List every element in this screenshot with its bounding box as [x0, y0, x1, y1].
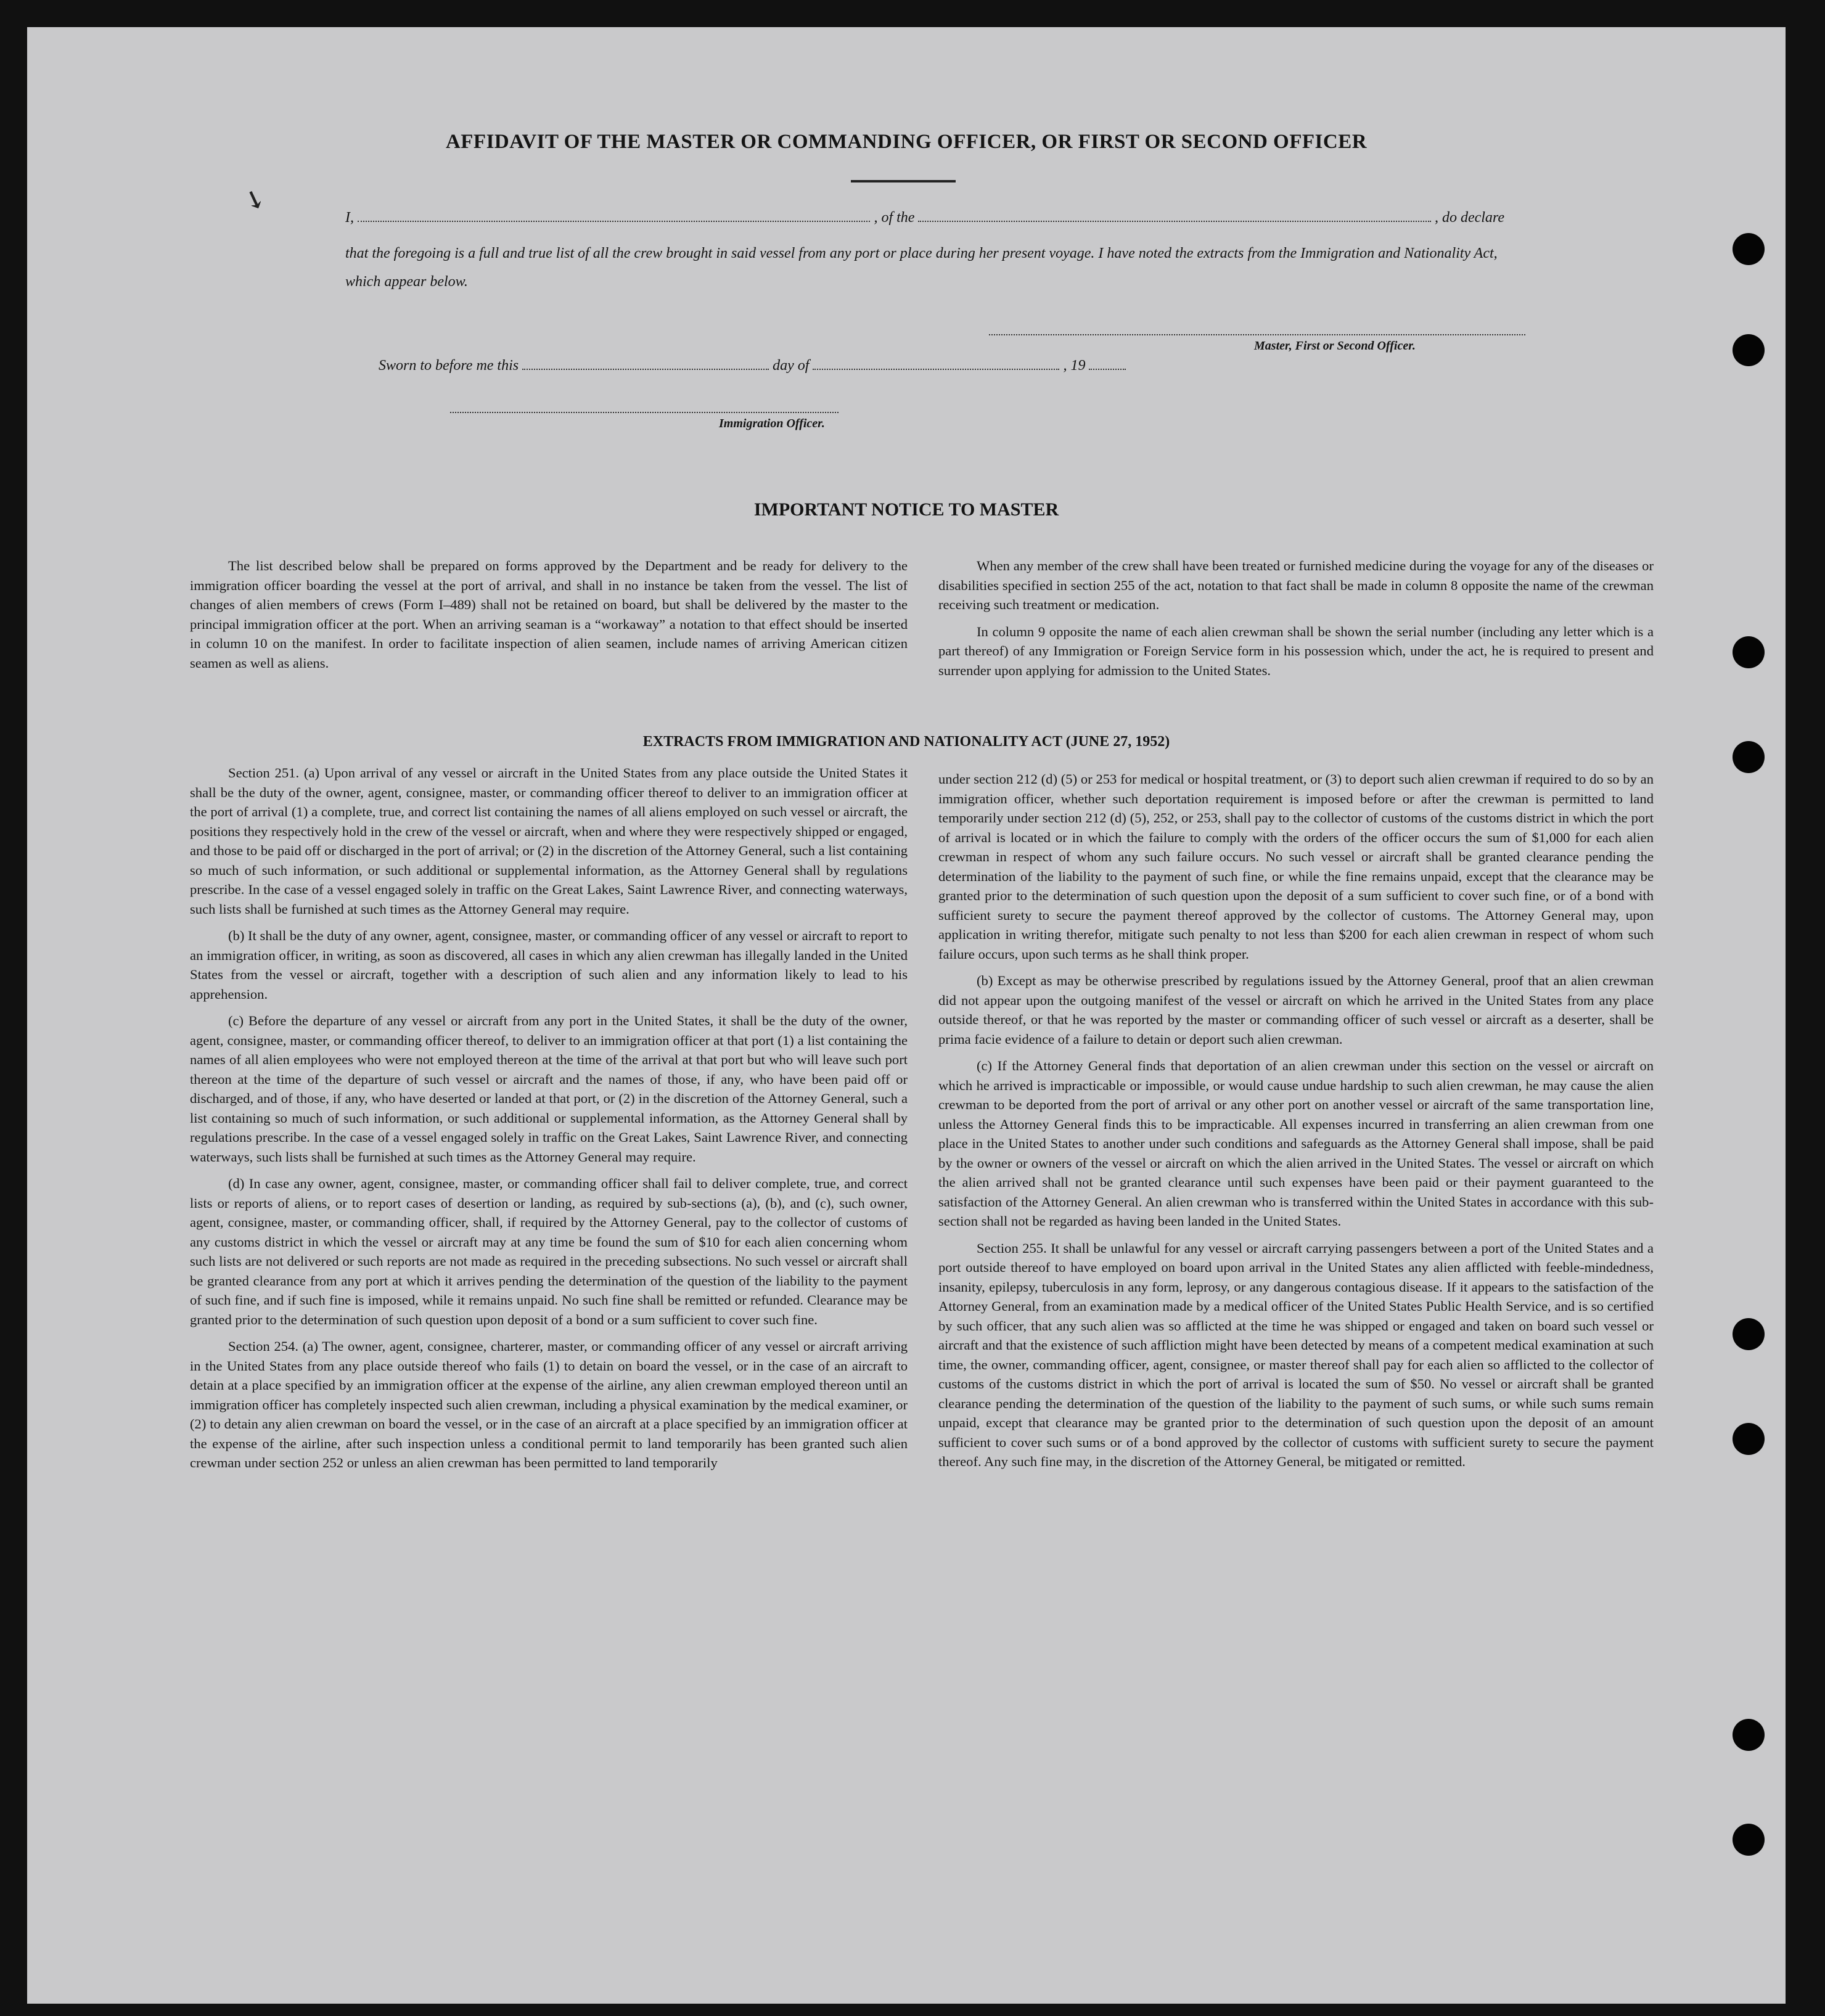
vessel-blank[interactable]	[918, 210, 1430, 222]
extract-paragraph: Section 254. (a) The owner, agent, consignee, charterer, master, or commanding officer of any vessel or aircraft arriving in the United States from any place outside thereof who fails (1) to detain on board the vessel, or in the case of an aircraft to detain at a place specified by an immigration officer at the expense of the airline, any alien crewman employed thereon until an immigration officer has completely inspected such alien crewman, including a physical examination by the medical examiner, or (2) to detain any alien crewman on board the vessel, or in the case of an aircraft at a place specified by an immigration officer at the expense of the airline, after such inspection unless a conditional permit to land temporarily has been granted such alien crewman under section 252 or unless an alien crewman has been permitted to land temporarily	[190, 1338, 908, 1470]
name-blank[interactable]	[358, 210, 870, 222]
sworn-month-blank[interactable]	[813, 358, 1059, 370]
notice-title: IMPORTANT NOTICE TO MASTER	[753, 499, 1059, 520]
binder-hole	[1733, 334, 1765, 366]
master-signature-label: Master, First or Second Officer.	[1254, 339, 1416, 353]
extract-paragraph: (c) If the Attorney General finds that deportation of an alien crewman under this section on the vessel or aircraft on which he arrived is impracticable or impossible, or would cause undue hardship to such alien crewman, he may cause the alien crewman to be deported from the port of arrival or any other port on another vessel or aircraft of the same transportation line, unless the Attorney General finds this to be impracticable. All expenses incurred in transferring an alien crewman from one place in the United States to another under such conditions and safeguards as the Attorney General shall impose, shall be paid by the owner or owners of the vessel or aircraft on which the alien arrived in the United States. The vessel or aircraft on which the alien arrived shall not be granted clearance until such expenses have been paid or their payment guaranteed to the satisfaction of the Attorney General. An alien crewman who is transferred within the United States in accordance with this sub-section shall not be regarded as having been landed in the United States.	[938, 1058, 1654, 1229]
binder-hole	[1733, 1719, 1765, 1751]
title-rule	[851, 180, 956, 182]
affidavit-title: AFFIDAVIT OF THE MASTER OR COMMANDING OFFICER, OR FIRST OR SECOND OFFICER	[445, 131, 1368, 153]
extracts-title: EXTRACTS FROM IMMIGRATION AND NATIONALITY ACT (JUNE 27, 1952)	[642, 734, 1170, 750]
sworn-year: , 19	[1063, 358, 1086, 374]
binder-hole	[1733, 233, 1765, 265]
sworn-line	[379, 358, 1279, 374]
decl-i: I,	[345, 210, 354, 226]
declaration-body: that the foregoing is a full and true list of all the crew brought in said vessel from any port or place during her present voyage. I have noted the extracts from the Immigration and Nationality Act, which appear below.	[345, 245, 1498, 290]
extracts-left-column	[190, 763, 908, 1480]
notice-paragraph: When any member of the crew shall have been treated or furnished medicine during the voyage for any of the diseases or disabilities specified in section 255 of the act, notation to that fact shall be made in column 8 opposite the name of the crewman receiving such treatment or medication.	[938, 558, 1654, 612]
sworn-day-blank[interactable]	[522, 358, 769, 370]
notice-left-column	[190, 556, 908, 680]
extract-paragraph: (b) Except as may be otherwise prescribed by regulations issued by the Attorney General, proof that an alien crewman did not appear upon the outgoing manifest of the vessel or aircraft on which he arrived in the United States from any place outside thereof, or that he was reported by the master or commanding officer of such vessel or aircraft as a deserter, shall be prima facie evidence of a failure to detain or deport such alien crewman.	[938, 973, 1654, 1047]
extract-paragraph: Section 251. (a) Upon arrival of any vessel or aircraft in the United States from any place outside the United States it shall be the duty of the owner, agent, consignee, master, or commanding officer thereof to deliver to an immigration officer at the port of arrival (1) a complete, true, and correct list containing the names of all aliens employed on such vessel or aircraft, the positions they respectively hold in the crew of the vessel or aircraft, when and where they were respectively shipped or engaged, and those to be paid off or discharged in the port of arrival; or (2) in the discretion of the Attorney General, such a list containing so much of such information, or such additional or supplemental information, as the Attorney General shall by regulations prescribe. In the case of a vessel engaged solely in traffic on the Great Lakes, Saint Lawrence River, and connecting waterways, such lists shall be furnished at such times as the Attorney General may require.	[190, 765, 908, 917]
extracts-right-column	[938, 769, 1654, 1479]
sworn-year-blank[interactable]	[1089, 358, 1126, 370]
extract-paragraph: (b) It shall be the duty of any owner, agent, consignee, master, or commanding officer of any vessel or aircraft to report to an immigration officer, in writing, as soon as discovered, all cases in which any alien crewman has illegally landed in the United States from the vessel or aircraft, together with a description of such alien and any information likely to lead to his apprehension.	[190, 928, 908, 1002]
extract-paragraph: (c) Before the departure of any vessel or aircraft from any port in the United States, it shall be the duty of the owner, agent, consignee, master, or commanding officer thereof, to deliver to an immigration officer at that port (1) a list containing the names of all alien employees who were not employed thereon at the time of the arrival at that port but who will leave such port thereon at the time of the departure of such vessel or aircraft and the names of those, if any, who have been paid off or discharged, and of those, if any, who have deserted or landed at that port, or (2) in the discretion of the Attorney General, such a list containing so much of such information, or such additional or supplemental information, as the Attorney General shall by regulations prescribe. In the case of a vessel engaged solely in traffic on the Great Lakes, Saint Lawrence River, and connecting waterways, such lists shall be furnished at such times as the Attorney General may require.	[190, 1013, 908, 1165]
extract-paragraph: under section 212 (d) (5) or 253 for medical or hospital treatment, or (3) to deport such alien crewman if required to do so by an immigration officer, whether such deportation requirement is imposed before or after the crewman is permitted to land temporarily under section 212 (d) (5), 252, or 253, shall pay to the collector of customs of the customs district in which the port of arrival is located or in which the failure to comply with the orders of the officer occurs the sum of $1,000 for each alien crewman in respect of whom any such failure occurs. No such vessel or aircraft shall be granted clearance pending the determination of the liability to the payment of such fine, or while the fine remains unpaid, except that the clearance may be granted prior to the determination of such question upon the deposit of a sum sufficient to cover such fine, or of a bond with sufficient surety to secure the payment thereof approved by the collector of customs. The Attorney General may, upon application in writing therefor, mitigate such penalty to not less than $200 for each alien crewman in respect of whom such failure occurs, upon such terms as he shall think proper.	[938, 771, 1654, 962]
binder-hole	[1733, 1423, 1765, 1455]
decl-do-declare: , do declare	[1434, 210, 1505, 226]
notice-right-column	[938, 556, 1654, 687]
binder-hole	[1733, 1318, 1765, 1350]
extract-paragraph: Section 255. It shall be unlawful for any vessel or aircraft carrying passengers between a port of the United States and a port outside thereof to have employed on board upon arrival in the United States any alien afflicted with feeble-mindedness, insanity, epilepsy, tuberculosis in any form, leprosy, or any dangerous contagious disease. If it appears to the satisfaction of the Attorney General, from an examination made by a medical officer of the United States Public Health Service, and is so certified by such officer, that any such alien was so afflicted at the time he was shipped or engaged and taken on board such vessel or aircraft and that the existence of such affliction might have been detected by means of a competent medical examination at such time, the owner, commanding officer, agent, consignee, or master thereof shall pay for each alien so afflicted to the collector of customs of the customs district in which the port of arrival is located the sum of $50. No vessel or aircraft shall be granted clearance pending the determination of the question of the liability to the payment of such sums, or while such sums remain unpaid, except that clearance may be granted prior to the determination of such question upon the deposit of an amount sufficient to cover such sums or of a bond approved by the collector of customs with sufficient surety to secure the payment thereof. Any such fine may, in the discretion of the Attorney General, be mitigated or remitted.	[938, 1240, 1654, 1469]
notice-paragraph: The list described below shall be prepared on forms approved by the Department and be ready for delivery to the immigration officer boarding the vessel at the port of arrival, and shall in no instance be taken from the vessel. The list of changes of alien members of crews (Form I–489) shall not be retained on board, but shall be delivered by the master to the principal immigration officer at the port. When an arriving seaman is a “workaway” a notation to that effect should be inserted in column 10 on the manifest. In order to facilitate inspection of alien seamen, include names of arriving American citizen seamen as well as aliens.	[190, 558, 908, 671]
extract-paragraph: (d) In case any owner, agent, consignee, master, or commanding officer shall fail to deliver complete, true, and correct lists or reports of aliens, or to report cases of desertion or landing, as required by sub-sections (a), (b), and (c), such owner, agent, consignee, master, or commanding officer, shall, if required by the Attorney General, pay to the collector of customs of any customs district in which the vessel or aircraft may at any time be found the sum of $10 for each alien concerning whom such lists are not delivered or such reports are not made as required in the preceding subsections. No such vessel or aircraft shall be granted clearance from any port at which it arrives pending the determination of the question of the liability to the payment of such fine, and if such fine is imposed, while it remains unpaid. No such fine shall be remitted or refunded. Clearance may be granted prior to the determination of such question upon deposit of a bond or a sum sufficient to cover such fine.	[190, 1176, 908, 1327]
sworn-day-of: day of	[773, 358, 810, 374]
sworn-prefix: Sworn to before me this	[379, 358, 519, 374]
pen-mark: ↘	[240, 182, 269, 216]
document-page	[27, 27, 1786, 2004]
officer-signature-line[interactable]	[450, 412, 839, 413]
notice-paragraph: In column 9 opposite the name of each alien crewman shall be shown the serial number (including any letter which is a part thereof) of any Immigration or Foreign Service form in his possession which, under the act, he is required to present and surrender upon applying for admission to the United States.	[938, 623, 1654, 678]
master-signature-line[interactable]	[989, 334, 1525, 335]
binder-hole	[1733, 1824, 1765, 1856]
binder-hole	[1733, 636, 1765, 668]
decl-of-the: , of the	[874, 210, 915, 226]
declaration-line	[345, 210, 1504, 226]
officer-signature-label: Immigration Officer.	[719, 417, 825, 430]
